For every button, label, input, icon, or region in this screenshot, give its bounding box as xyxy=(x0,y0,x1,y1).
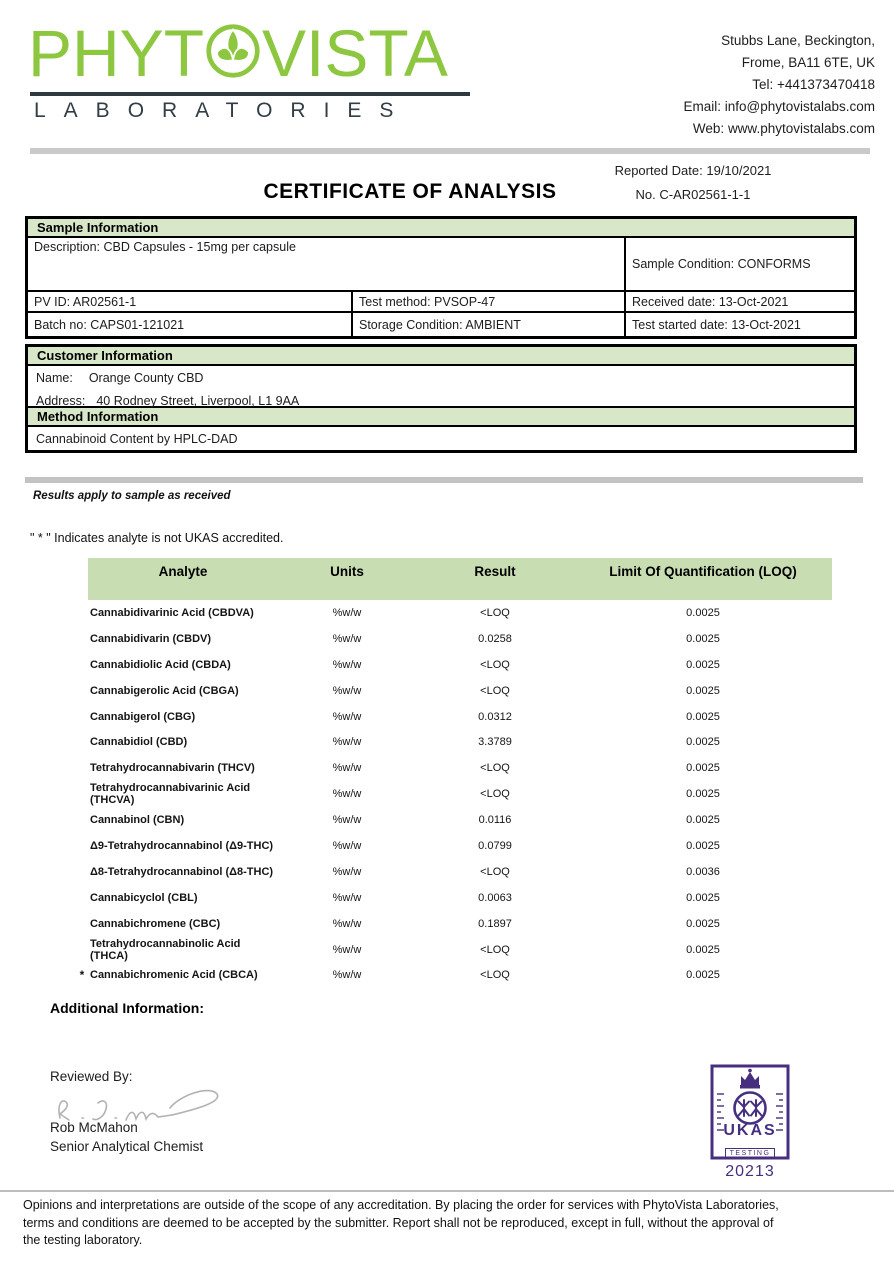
table-row xyxy=(74,781,832,807)
pv-id: PV ID: AR02561-1 xyxy=(28,290,351,311)
reviewer-name: Rob McMahon xyxy=(50,1120,138,1135)
analyte-loq: 0.0025 xyxy=(686,814,720,827)
analyte-result: 0.0312 xyxy=(478,710,512,723)
ukas-name: UKAS xyxy=(723,1122,777,1139)
table-row xyxy=(74,600,832,626)
analyte-name: Cannabicyclol (CBL) xyxy=(90,891,198,904)
analyte-loq: 0.0025 xyxy=(686,969,720,982)
analyte-result: <LOQ xyxy=(480,684,510,697)
analyte-loq: 0.0025 xyxy=(686,788,720,801)
ukas-category: TESTING xyxy=(725,1148,776,1158)
page-title: CERTIFICATE OF ANALYSIS xyxy=(263,180,557,203)
customer-information-header: Customer Information xyxy=(28,347,854,366)
contact-line: Email: info@phytovistalabs.com xyxy=(683,99,875,114)
logo-text-left: PHYT xyxy=(28,16,205,90)
analyte-name: Δ8-Tetrahydrocannabinol (Δ8-THC) xyxy=(90,865,274,878)
analyte-result: <LOQ xyxy=(480,865,510,878)
analyte-result: 0.0799 xyxy=(478,839,512,852)
results-note: Results apply to sample as received xyxy=(33,490,231,502)
analyte-units: %w/w xyxy=(332,917,362,930)
column-header-analyte: Analyte xyxy=(158,564,208,579)
analyte-name: Δ9-Tetrahydrocannabinol (Δ9-THC) xyxy=(90,839,274,852)
sample-information-grid xyxy=(28,238,854,336)
table-row xyxy=(74,807,832,833)
accreditation-note: " * " Indicates analyte is not UKAS accredited. xyxy=(30,531,284,545)
analyte-name: Cannabigerol (CBG) xyxy=(90,710,196,723)
analyte-name: Cannabidivarin (CBDV) xyxy=(90,632,212,645)
ukas-badge xyxy=(710,1064,790,1160)
analyte-loq: 0.0025 xyxy=(686,710,720,723)
results-table-header xyxy=(88,558,832,600)
reported-date: Reported Date: 19/10/2021 xyxy=(614,163,772,178)
table-row xyxy=(74,859,832,885)
phytovista-logo xyxy=(28,16,476,123)
section-divider-bar xyxy=(25,477,863,483)
analyte-units: %w/w xyxy=(332,788,362,801)
sample-information-header: Sample Information xyxy=(28,219,854,238)
analyte-units: %w/w xyxy=(332,891,362,904)
analyte-loq: 0.0025 xyxy=(686,917,720,930)
footer-disclaimer xyxy=(23,1197,803,1250)
method-name: Cannabinoid Content by HPLC-DAD xyxy=(36,431,238,446)
table-row xyxy=(74,833,832,859)
ukas-accreditation-mark xyxy=(708,1064,792,1181)
column-header-units: Units xyxy=(330,564,364,579)
analyte-loq: 0.0025 xyxy=(686,891,720,904)
ukas-category-row xyxy=(710,1142,790,1160)
analyte-loq: 0.0025 xyxy=(686,684,720,697)
customer-address-label: Address: xyxy=(36,394,86,408)
column-header-loq: Limit Of Quantification (LOQ) xyxy=(609,564,797,579)
analyte-name: Cannabinol (CBN) xyxy=(90,814,185,827)
customer-name-label: Name: xyxy=(36,371,73,385)
customer-name-value: Orange County CBD xyxy=(88,371,204,385)
analyte-units: %w/w xyxy=(332,606,362,619)
analyte-units: %w/w xyxy=(332,684,362,697)
analyte-units: %w/w xyxy=(332,658,362,671)
analyte-result: 0.1897 xyxy=(478,917,512,930)
analyte-loq: 0.0025 xyxy=(686,658,720,671)
test-method: Test method: PVSOP-47 xyxy=(351,290,624,311)
customer-name-row xyxy=(36,371,854,385)
analyte-name: Cannabidiolic Acid (CBDA) xyxy=(90,658,231,671)
customer-address-value: 40 Rodney Street, Liverpool, L1 9AA xyxy=(96,394,300,408)
analyte-name: Cannabichromenic Acid (CBCA) xyxy=(90,969,258,982)
batch-no: Batch no: CAPS01-121021 xyxy=(28,311,351,336)
reviewed-by-label: Reviewed By: xyxy=(50,1069,133,1084)
analyte-name: Tetrahydrocannabinolic Acid (THCA) xyxy=(90,937,241,962)
analyte-units: %w/w xyxy=(332,762,362,775)
footer-line-text: terms and conditions are deemed to be accepted by the submitter. Report shall not be reproduced, except in full, without the approval of xyxy=(23,1215,774,1230)
table-row xyxy=(74,652,832,678)
analyte-name: Tetrahydrocannabivarinic Acid (THCVA) xyxy=(90,782,251,807)
analyte-units: %w/w xyxy=(332,736,362,749)
analyte-units: %w/w xyxy=(332,839,362,852)
analyte-name: Cannabidivarinic Acid (CBDVA) xyxy=(90,606,254,619)
table-row xyxy=(74,911,832,937)
table-row xyxy=(74,704,832,730)
analyte-loq: 0.0025 xyxy=(686,762,720,775)
table-row xyxy=(74,755,832,781)
reviewer-title: Senior Analytical Chemist xyxy=(50,1139,204,1154)
analyte-result: <LOQ xyxy=(480,762,510,775)
analyte-units: %w/w xyxy=(332,710,362,723)
analyte-result: 3.3789 xyxy=(478,736,512,749)
table-row xyxy=(74,962,832,988)
analyte-loq: 0.0025 xyxy=(686,632,720,645)
analyte-name: Cannabigerolic Acid (CBGA) xyxy=(90,684,239,697)
analyte-name: Cannabichromene (CBC) xyxy=(90,917,221,930)
customer-method-section xyxy=(25,344,857,453)
analyte-units: %w/w xyxy=(332,969,362,982)
analyte-result: 0.0116 xyxy=(478,814,512,827)
logo-subtitle: LABORATORIES xyxy=(34,99,412,122)
header-divider-bar xyxy=(30,148,870,154)
not-accredited-asterisk: * xyxy=(79,968,85,983)
contact-line: Stubbs Lane, Beckington, xyxy=(721,33,875,48)
footer-divider xyxy=(0,1190,894,1192)
table-row xyxy=(74,937,832,963)
ukas-number: 20213 xyxy=(725,1163,775,1180)
analyte-result: <LOQ xyxy=(480,943,510,956)
table-row xyxy=(74,729,832,755)
analyte-result: 0.0258 xyxy=(478,632,512,645)
contact-line: Web: www.phytovistalabs.com xyxy=(692,121,875,136)
analyte-name: Tetrahydrocannabivarin (THCV) xyxy=(90,762,255,775)
contact-line: Frome, BA11 6TE, UK xyxy=(741,55,875,70)
storage-condition: Storage Condition: AMBIENT xyxy=(351,311,624,336)
table-row xyxy=(74,678,832,704)
analyte-loq: 0.0025 xyxy=(686,839,720,852)
received-date: Received date: 13-Oct-2021 xyxy=(624,290,854,311)
analyte-result: <LOQ xyxy=(480,788,510,801)
logo-text-right: VISTA xyxy=(262,16,448,90)
additional-information-label: Additional Information: xyxy=(50,1000,204,1016)
analyte-units: %w/w xyxy=(332,943,362,956)
sample-description: Description: CBD Capsules - 15mg per capsule xyxy=(34,240,296,254)
table-row xyxy=(74,885,832,911)
analyte-name: Cannabidiol (CBD) xyxy=(90,736,188,749)
leaf-circle-icon xyxy=(205,23,261,83)
footer-line-text: the testing laboratory. xyxy=(23,1233,143,1247)
report-number: No. C-AR02561-1-1 xyxy=(635,187,751,202)
column-header-result: Result xyxy=(474,564,516,579)
analyte-loq: 0.0025 xyxy=(686,736,720,749)
logo-divider xyxy=(30,92,470,96)
analyte-result: <LOQ xyxy=(480,969,510,982)
analyte-loq: 0.0025 xyxy=(686,606,720,619)
analyte-result: <LOQ xyxy=(480,606,510,619)
footer-line-text: Opinions and interpretations are outside of the scope of any accreditation. By placing the order for services with PhytoVista Laboratories, xyxy=(23,1198,779,1212)
sample-condition: Sample Condition: CONFORMS xyxy=(624,238,854,290)
method-information-header: Method Information xyxy=(28,406,854,427)
analyte-units: %w/w xyxy=(332,632,362,645)
analyte-units: %w/w xyxy=(332,814,362,827)
analyte-units: %w/w xyxy=(332,865,362,878)
customer-details xyxy=(28,366,854,406)
contact-line: Tel: +441373470418 xyxy=(752,77,875,92)
lab-contact-block xyxy=(683,30,875,140)
analyte-result: <LOQ xyxy=(480,658,510,671)
analyte-loq: 0.0036 xyxy=(686,865,720,878)
logo-wordmark xyxy=(28,16,476,90)
results-table-body xyxy=(74,600,832,988)
sample-information-section xyxy=(25,216,857,339)
test-started-date: Test started date: 13-Oct-2021 xyxy=(624,311,854,336)
table-row xyxy=(74,626,832,652)
analyte-loq: 0.0025 xyxy=(686,943,720,956)
analyte-result: 0.0063 xyxy=(478,891,512,904)
